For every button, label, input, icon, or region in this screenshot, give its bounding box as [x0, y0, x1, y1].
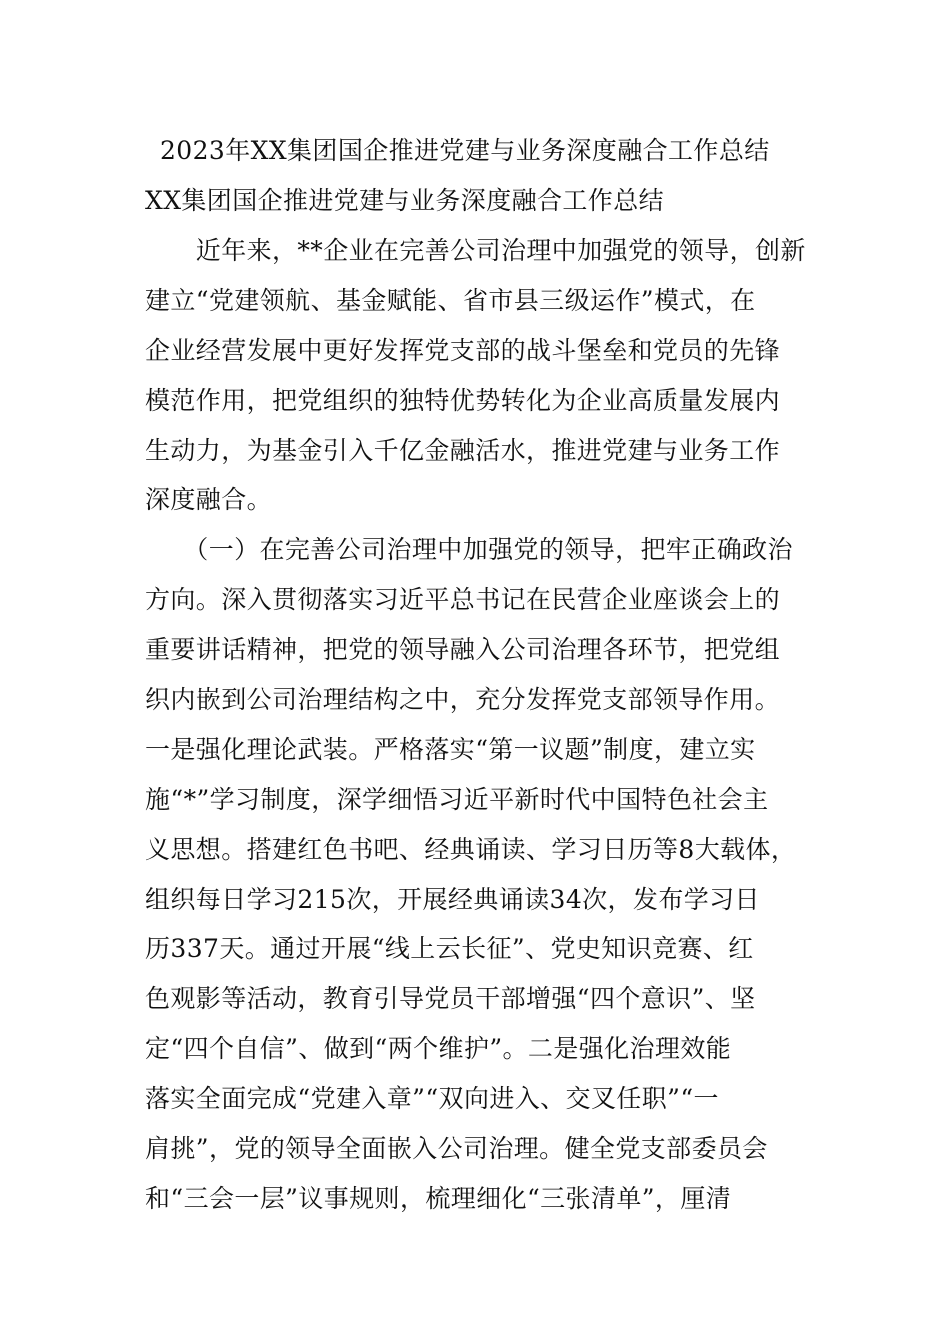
document-subtitle: XX集团国企推进党建与业务深度融合工作总结 — [145, 186, 664, 215]
body-line-2: 建立“党建领航、基金赋能、省市县三级运作”模式，在 — [145, 286, 756, 315]
body-line-11: 一是强化理论武装。严格落实“第一议题”制度，建立实 — [145, 735, 756, 764]
body-line-20: 和“三会一层”议事规则，梳理细化“三张清单”，厘清 — [145, 1184, 732, 1213]
body-line-19: 肩挑”，党的领导全面嵌入公司治理。健全党支部委员会 — [145, 1134, 768, 1163]
body-line-3: 企业经营发展中更好发挥党支部的战斗堡垒和党员的先锋 — [145, 336, 781, 365]
document-title: 2023年XX集团国企推进党建与业务深度融合工作总结 — [160, 136, 770, 165]
body-line-14: 组织每日学习215次，开展经典诵读34次，发布学习日 — [145, 885, 760, 914]
body-line-18: 落实全面完成“党建入章”“双向进入、交叉任职”“一 — [145, 1084, 719, 1113]
body-line-10: 织内嵌到公司治理结构之中，充分发挥党支部领导作用。 — [145, 685, 781, 714]
body-line-7: （一）在完善公司治理中加强党的领导，把牢正确政治 — [145, 535, 793, 564]
body-line-4: 模范作用，把党组织的独特优势转化为企业高质量发展内 — [145, 386, 781, 415]
body-line-6: 深度融合。 — [145, 485, 273, 514]
body-line-1: 近年来，**企业在完善公司治理中加强党的领导，创新 — [145, 236, 806, 265]
body-line-15: 历337天。通过开展“线上云长征”、党史知识竞赛、红 — [145, 934, 754, 963]
body-line-8: 方向。深入贯彻落实习近平总书记在民营企业座谈会上的 — [145, 585, 781, 614]
body-line-13: 义思想。搭建红色书吧、经典诵读、学习日历等8大载体， — [145, 835, 797, 864]
body-line-5: 生动力，为基金引入千亿金融活水，推进党建与业务工作 — [145, 436, 781, 465]
body-line-9: 重要讲话精神，把党的领导融入公司治理各环节，把党组 — [145, 635, 781, 664]
body-line-16: 色观影等活动，教育引导党员干部增强“四个意识”、坚 — [145, 984, 756, 1013]
body-line-12: 施“*”学习制度，深学细悟习近平新时代中国特色社会主 — [145, 785, 769, 814]
body-line-17: 定“四个自信”、做到“两个维护”。二是强化治理效能 — [145, 1034, 732, 1063]
